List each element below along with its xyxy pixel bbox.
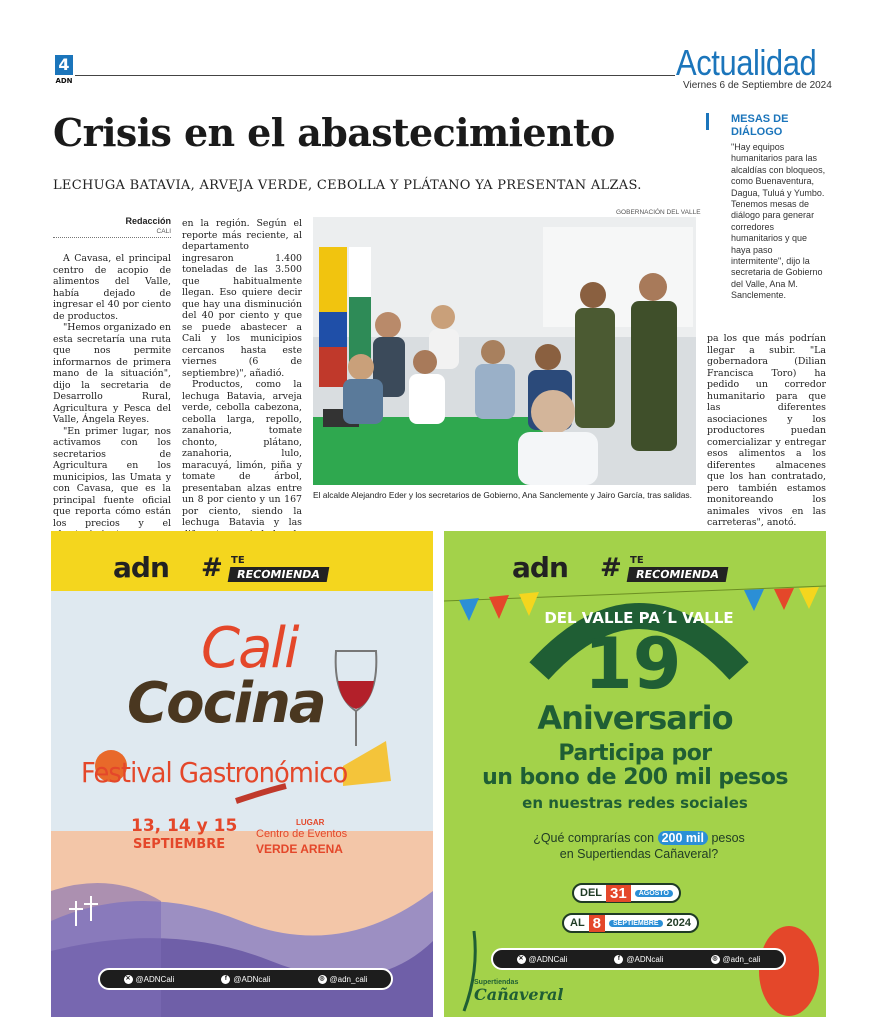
ad-title-cocina: Cocina xyxy=(127,671,325,736)
adn-logo: adn xyxy=(113,551,169,584)
section-title: Actualidad xyxy=(676,42,817,83)
photo-caption: El alcalde Alejandro Eder y los secretarios de Gobierno, Ana Sanclemente y Jairo García, tras salidas. xyxy=(313,490,692,500)
ad-title-cali: Cali xyxy=(201,616,298,681)
x-icon: ✕ xyxy=(518,955,524,962)
te-label: TE xyxy=(630,555,644,566)
sidebar-title-line2: DIÁLOGO xyxy=(731,126,783,138)
question-highlight: 200 mil xyxy=(658,831,708,845)
article-subhead: LECHUGA BATAVIA, ARVEJA VERDE, CEBOLLA Y PLÁTANO YA PRESENTAN ALZAS. xyxy=(53,178,642,193)
photo-credit: GOBERNACIÓN DEL VALLE xyxy=(616,209,701,216)
ad-cali-cocina[interactable] xyxy=(51,531,433,1017)
social-facebook[interactable] xyxy=(614,955,663,964)
date-prefix: DEL xyxy=(580,887,602,899)
ad-venue-line2: VERDE ARENA xyxy=(256,842,343,856)
paragraph: pa los que más podrían llegar a subir. "La gobernadora (Dilian Francisca Toro) ha pedido un corredor humanitario para que las diferentes asociaciones y los productores puedan comercializar y entregar esos alimentos a los diferentes almacenes que los han contratado, pero también estamos monitoreando los animales vivos en las carreteras", anotó. xyxy=(707,333,826,528)
byline-divider xyxy=(53,237,171,238)
ad-dates: 13, 14 y 15 xyxy=(131,816,238,836)
hash-mark: # xyxy=(201,553,223,583)
brand-mark: ADN xyxy=(55,77,73,85)
x-icon: ✕ xyxy=(125,975,131,982)
facebook-icon: f xyxy=(221,975,230,984)
social-instagram[interactable] xyxy=(318,975,368,984)
header-rule xyxy=(75,75,675,76)
store-logo: Cañaveral xyxy=(474,985,564,1004)
question-text: pesos xyxy=(711,831,745,845)
ad-arc-text: DEL VALLE PA´L VALLE xyxy=(544,609,734,627)
paragraph: "En primer lugar, nos activamos con los secretarios de Agricultura en los municipios, las Umata y con Cavasa, que es la principal fuente oficial que reporta cómo están los precios y el xyxy=(53,425,171,529)
paragraph: en la región. Según el reporte más reciente, al departamento ingresaron 1.400 toneladas de las 3.500 que habitualmente llegan. Eso quiere decir que hay una disminución del 40 por ciento y que se puede abastecer a Cali y los municipios cercanos hasta este viernes (6 de septiembre)", añadió. xyxy=(182,218,302,379)
social-handle: @adn_cali xyxy=(722,954,761,964)
date-day: 8 xyxy=(589,915,605,932)
byline-city: CALI xyxy=(156,228,171,235)
ad-participa-line3: en nuestras redes sociales xyxy=(522,794,748,812)
date-day: 31 xyxy=(606,885,631,902)
social-x[interactable] xyxy=(124,975,175,984)
ad-venue-line1: Centro de Eventos xyxy=(256,828,348,840)
social-handle: @ADNcali xyxy=(233,974,271,984)
ad-date-from xyxy=(572,883,681,903)
ad-venue-label: LUGAR xyxy=(296,818,325,827)
sidebar-accent-bar xyxy=(706,113,709,130)
issue-date: Viernes 6 de Septiembre de 2024 xyxy=(683,80,832,91)
article-column-2 xyxy=(182,218,302,552)
ad-participa-line2: un bono de 200 mil pesos xyxy=(482,765,788,790)
instagram-icon: ◎ xyxy=(319,975,325,982)
page-number: 4 xyxy=(55,55,73,75)
social-bar xyxy=(491,948,786,970)
social-x[interactable] xyxy=(517,955,568,964)
ad-month: SEPTIEMBRE xyxy=(133,837,226,852)
sidebar-box xyxy=(706,113,826,302)
meeting-photo-illustration xyxy=(313,217,696,485)
paragraph: Productos, como la lechuga Batavia, arveja verde, cebolla cabezona, cebolla larga, repollo, zanahoria, tomate chonto, plátano, zanahoria, lulo, maracuyá, limón, piña y tomate de árbol, presentaban alzas entre un 8 por ciento y un 167 por ciento, siendo la lechuga Batavia y las xyxy=(182,379,302,528)
recomienda-label: RECOMIENDA xyxy=(228,567,329,582)
store-label: Supertiendas xyxy=(474,979,519,986)
ad-question-line1 xyxy=(504,831,774,845)
social-handle: @adn_cali xyxy=(329,974,368,984)
article-photo xyxy=(313,217,696,485)
article-column-1 xyxy=(53,253,171,541)
sidebar-body: "Hay equipos humanitarios para las alcaldías con bloqueos, como Buenaventura, Dagua, Tuluá y Yumbo. Tenemos mesas de diálogo para generar corredores humanitarios y que haya paso intermitente", dijo la secretaria de Gobierno del Valle, Ana M. Sanclemente. xyxy=(731,142,826,301)
date-year: 2024 xyxy=(666,917,692,929)
facebook-icon: f xyxy=(614,955,623,964)
ad-participa-line1: Participa por xyxy=(558,741,712,766)
ad-canaveral-aniversario[interactable] xyxy=(444,531,826,1017)
article-column-3 xyxy=(707,333,826,529)
hash-mark: # xyxy=(600,553,622,583)
ad-anniversary-number: 19 xyxy=(584,623,682,705)
paragraph: A Cavasa, el principal centro de acopio de alimentos del Valle, había dejado de ingresar el 40 por ciento de productos. xyxy=(53,253,171,322)
paragraph: "Hemos organizado en esta secretaría una ruta que nos permite informarnos de primera mano de la situación", dijo la secretaria de Desarrollo Rural, Agricultura y Pesca del Valle, Ángela Reyes. xyxy=(53,322,171,425)
ad-date-to xyxy=(562,913,699,933)
adn-logo: adn xyxy=(512,551,568,584)
sidebar-title xyxy=(731,113,826,139)
social-handle: @ADNCali xyxy=(135,974,175,984)
te-label: TE xyxy=(231,555,245,566)
ad-question-line2: en Supertiendas Cañaveral? xyxy=(559,847,719,861)
social-handle: @ADNCali xyxy=(528,954,568,964)
ad-festival-label: Festival Gastronómico xyxy=(81,756,348,789)
date-month: SEPTIEMBRE xyxy=(609,920,663,927)
article-headline: Crisis en el abastecimiento xyxy=(53,110,615,155)
social-instagram[interactable] xyxy=(711,955,761,964)
sidebar-title-line1: MESAS DE xyxy=(731,113,789,125)
social-handle: @ADNcali xyxy=(626,954,664,964)
byline: Redacción xyxy=(125,216,171,226)
recomienda-label: RECOMIENDA xyxy=(627,567,728,582)
instagram-icon: ◎ xyxy=(712,955,718,962)
question-text: ¿Qué comprarías con xyxy=(533,831,655,845)
social-facebook[interactable] xyxy=(221,975,270,984)
ad-aniversario: Aniversario xyxy=(537,699,733,737)
social-bar xyxy=(98,968,393,990)
date-month: AGOSTO xyxy=(635,890,673,897)
date-prefix: AL xyxy=(570,917,585,929)
